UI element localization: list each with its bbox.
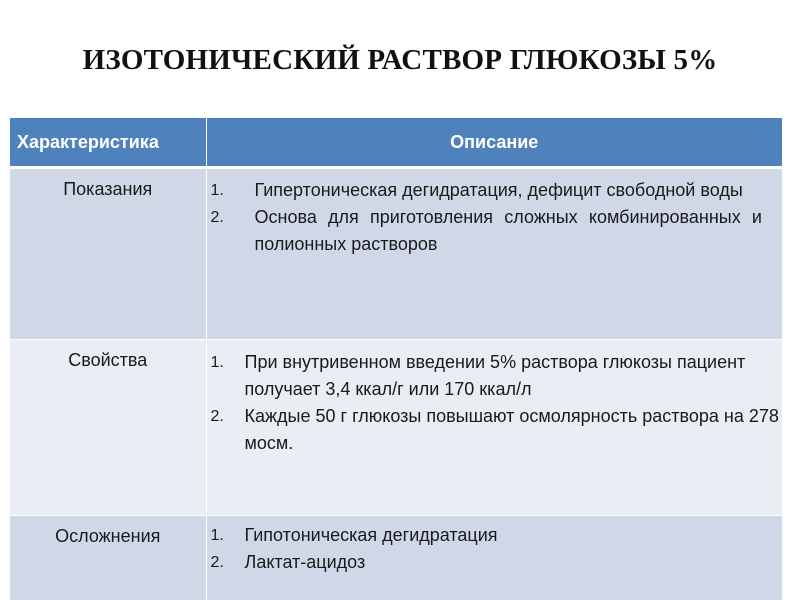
row-label-indications: Показания — [10, 168, 206, 340]
list-item — [207, 522, 783, 549]
numbered-list — [207, 522, 783, 576]
table-header-row — [10, 118, 782, 168]
list-item-text: Гипотоническая дегидратация — [244, 525, 498, 545]
list-item-text: Лактат-ацидоз — [244, 552, 366, 572]
characteristics-table — [10, 118, 782, 600]
list-item-text: Основа для приготовления сложных комбинированных и полионных растворов — [254, 207, 762, 254]
list-item-text: При внутривенном введении 5% раствора глюкозы пациент получает 3,4 ккал/г или 170 ккал/л — [244, 352, 746, 399]
row-label-complications: Осложнения — [10, 516, 206, 600]
numbered-list — [207, 349, 783, 457]
table-row — [10, 168, 782, 340]
table-row — [10, 516, 782, 600]
list-number: 2. — [210, 554, 224, 571]
column-header-characteristic: Характеристика — [10, 118, 206, 168]
row-description — [206, 516, 782, 600]
row-description — [206, 340, 782, 516]
table-row — [10, 340, 782, 516]
list-item — [207, 403, 783, 457]
list-item — [207, 549, 783, 576]
numbered-list — [207, 177, 783, 258]
list-number: 1. — [210, 527, 224, 544]
list-number: 1. — [210, 354, 224, 371]
list-number: 1. — [210, 182, 224, 199]
row-description — [206, 168, 782, 340]
list-item — [207, 349, 783, 403]
column-header-description: Описание — [206, 118, 782, 168]
row-label-properties: Свойства — [10, 340, 206, 516]
list-item-text: Гипертоническая дегидратация, дефицит свободной воды — [254, 180, 743, 200]
list-number: 2. — [210, 408, 224, 425]
list-item — [207, 204, 783, 258]
list-number: 2. — [210, 209, 224, 226]
page-title: ИЗОТОНИЧЕСКИЙ РАСТВОР ГЛЮКОЗЫ 5% — [82, 44, 718, 76]
list-item-text: Каждые 50 г глюкозы повышают осмолярность раствора на 278 мосм. — [244, 406, 779, 453]
list-item — [207, 177, 783, 204]
